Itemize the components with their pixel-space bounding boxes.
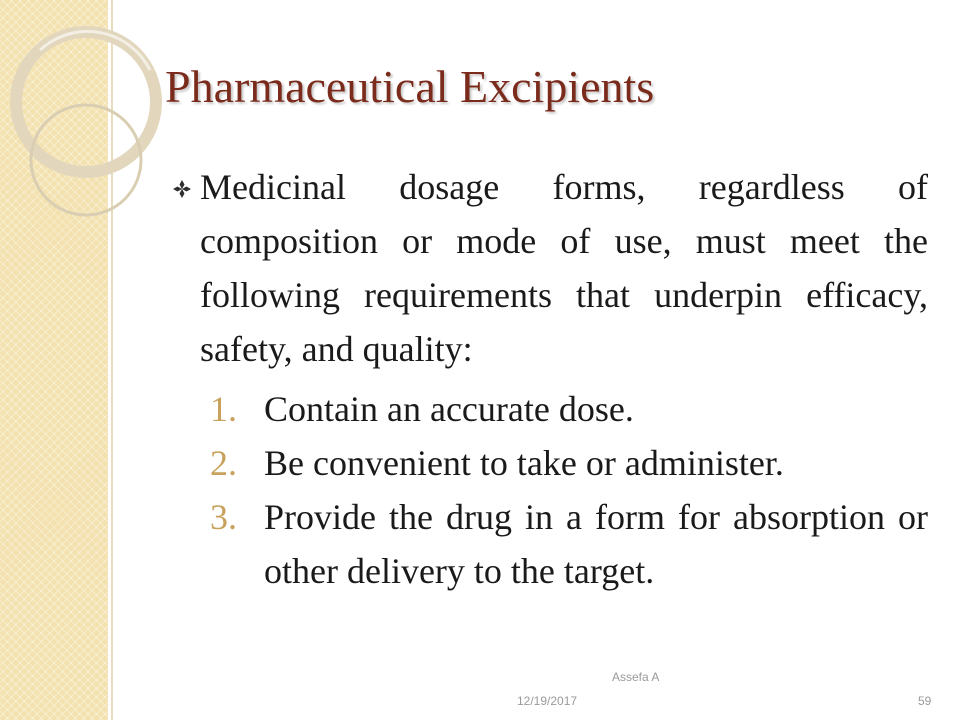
list-item-number: 2. xyxy=(210,443,237,483)
list-item xyxy=(172,436,928,490)
diamond-bullet-icon xyxy=(172,179,192,199)
list-item-text: Provide the drug in a form for absorption or other delivery to the target. xyxy=(264,497,928,591)
list-item-text: Be convenient to take or administer. xyxy=(264,443,784,483)
bullet-item xyxy=(172,160,928,376)
page-number: 59 xyxy=(918,694,932,708)
bullet-text: Medicinal dosage forms, regardless of composition or mode of use, must meet the following requirements that underpin efficacy, safety, and quality: xyxy=(200,167,928,369)
slide-title: Pharmaceutical Excipients xyxy=(165,61,655,112)
footer-author: Assefa A xyxy=(612,670,660,684)
numbered-list xyxy=(172,382,928,598)
list-item-text: Contain an accurate dose. xyxy=(264,389,634,429)
sidebar-texture xyxy=(0,0,108,720)
sidebar-divider-shadow xyxy=(111,0,113,720)
footer-date: 12/19/2017 xyxy=(517,694,578,708)
list-item-number: 3. xyxy=(210,497,237,537)
list-item xyxy=(172,382,928,436)
list-item xyxy=(172,490,928,598)
slide-content xyxy=(172,160,928,598)
list-item-number: 1. xyxy=(210,389,237,429)
